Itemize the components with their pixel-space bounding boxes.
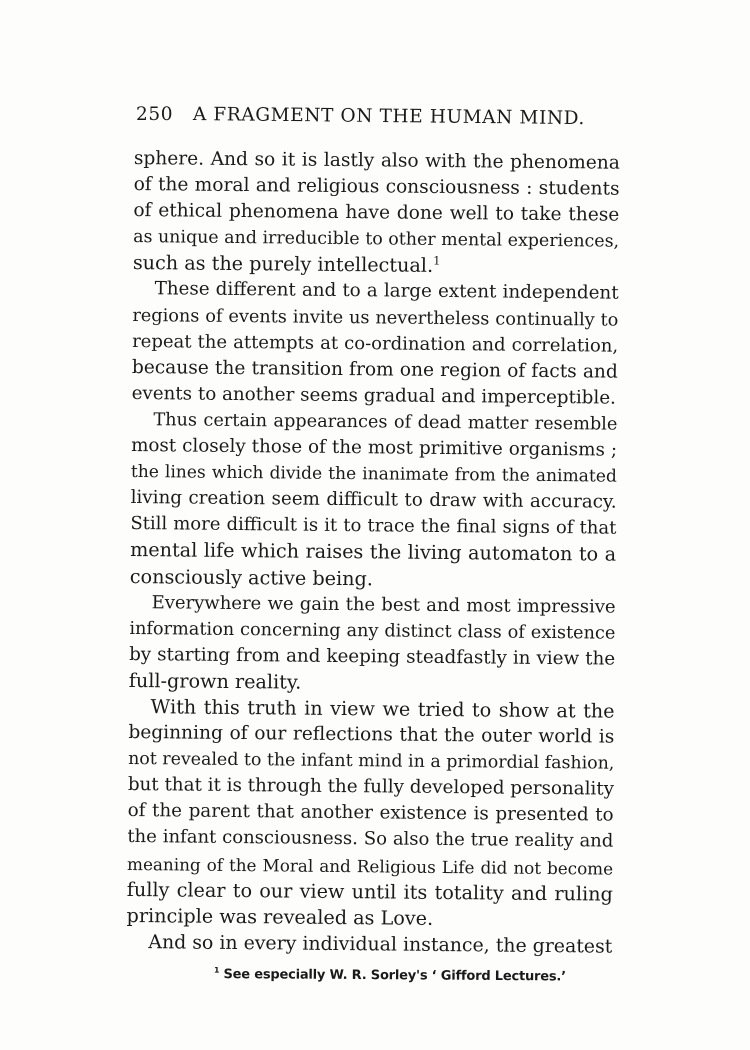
- running-head: [136, 104, 586, 134]
- footnote: [214, 967, 574, 985]
- text-line: not revealed to the infant mind in a primordial fashion,: [128, 749, 615, 774]
- text-line: of ethical phenomena have done well to take these: [133, 200, 620, 226]
- footnote-marker: 1: [213, 965, 220, 975]
- footnote-text: See especially W. R. Sorley's ‘ Gifford Lectures.’: [219, 967, 566, 985]
- text-line: And so in every individual instance, the greatest: [148, 930, 613, 958]
- text-line: full-grown reality.: [128, 668, 302, 694]
- text-line: as unique and irreducible to other mental experiences,: [133, 227, 620, 252]
- text-line: These different and to a large extent independent: [154, 278, 619, 305]
- text-line: living creation seem difficult to draw with accuracy.: [130, 487, 617, 513]
- text-line: by starting from and keeping steadfastly in view the: [129, 643, 616, 670]
- text-line: the infant consciousness. So also the true reality and: [127, 826, 614, 853]
- text-line: Everywhere we gain the best and most impressive: [151, 591, 616, 618]
- text-line: repeat the attempts at co-ordination and correlation,: [132, 330, 619, 357]
- text-line: the lines which divide the inanimate from the animated: [130, 462, 617, 487]
- text-line: regions of events invite us nevertheless continually to: [132, 305, 619, 331]
- text-line: meaning of the Moral and Religious Life did not become: [127, 853, 614, 879]
- text-line: sphere. And so it is lastly also with the phenomena: [133, 147, 620, 174]
- text-line: consciously active being.: [129, 564, 374, 590]
- text-line: mental life which raises the living automaton to a: [130, 538, 617, 567]
- text-line: With this truth in view we tried to show at the: [150, 695, 615, 723]
- text-line: but that it is through the fully developed personality: [127, 774, 615, 800]
- text-line: beginning of our reflections that the outer world is: [128, 722, 615, 748]
- text-line: events to another seems gradual and imperceptible.: [131, 382, 617, 409]
- text-line: principle was revealed as Love.: [126, 903, 434, 930]
- text-line: Still more difficult is it to trace the final signs of that: [130, 513, 617, 539]
- text-line: of the parent that another existence is presented to: [127, 800, 614, 826]
- footnote-reference: 1: [433, 253, 441, 268]
- text-line: of the moral and religious consciousness : students: [133, 174, 620, 200]
- text-line-content: such as the purely intellectual.: [132, 251, 434, 278]
- text-line: Thus certain appearances of dead matter resemble: [153, 410, 618, 435]
- text-line: because the transition from one region of facts and: [131, 356, 618, 383]
- text-line: fully clear to our view until its totality and ruling: [126, 877, 613, 906]
- running-title: A FRAGMENT ON THE HUMAN MIND.: [192, 104, 586, 130]
- page-number: 250: [136, 104, 174, 125]
- text-line: information concerning any distinct class of existence: [129, 618, 616, 644]
- body-text: [126, 146, 620, 960]
- text-line: most closely those of the most primitive organisms ;: [131, 435, 618, 461]
